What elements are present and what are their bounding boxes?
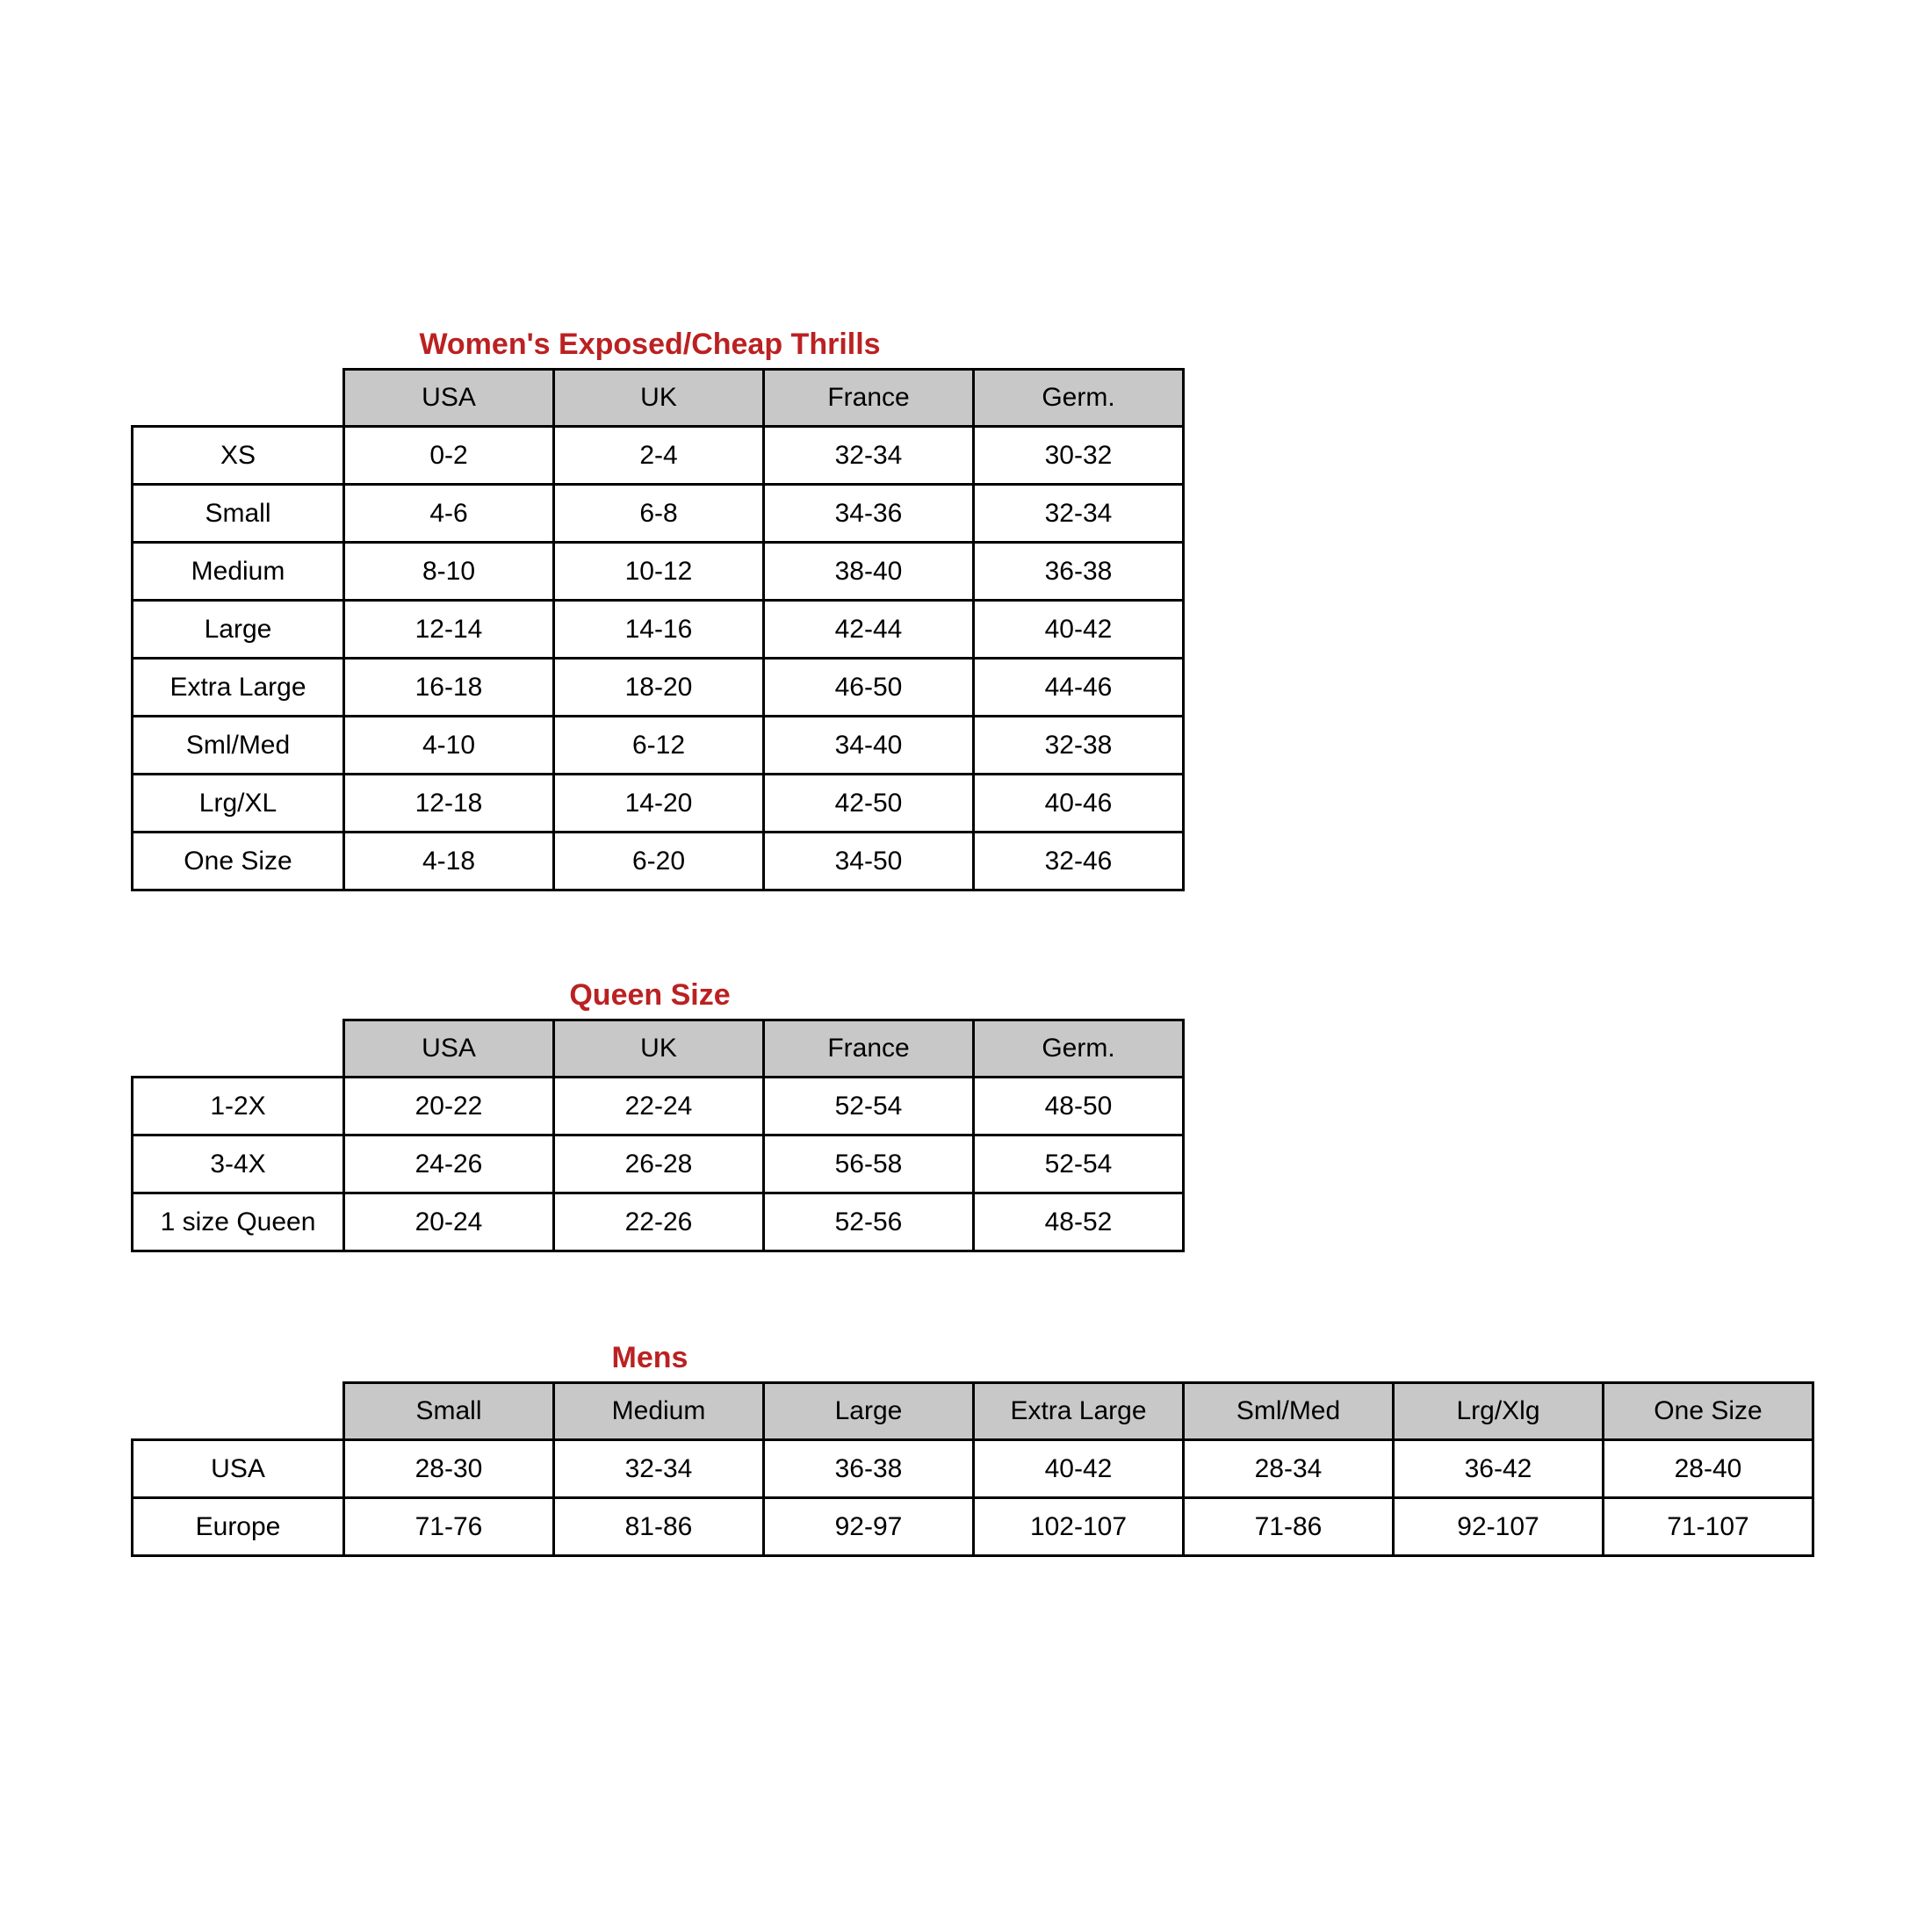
row-label: 3-4X — [133, 1135, 344, 1193]
size-cell: 14-16 — [554, 601, 764, 659]
size-cell: 40-46 — [974, 775, 1184, 833]
row-label: USA — [133, 1440, 344, 1498]
column-header: Germ. — [974, 1020, 1184, 1078]
size-cell: 10-12 — [554, 543, 764, 601]
column-header: Sml/Med — [1184, 1383, 1394, 1440]
size-cell: 28-40 — [1604, 1440, 1813, 1498]
row-label: Extra Large — [133, 659, 344, 717]
table-row — [133, 1440, 1813, 1498]
row-label: Medium — [133, 543, 344, 601]
table-row — [133, 1135, 1184, 1193]
column-header: Extra Large — [974, 1383, 1184, 1440]
size-cell: 52-56 — [764, 1193, 974, 1251]
size-cell: 16-18 — [344, 659, 554, 717]
size-cell: 24-26 — [344, 1135, 554, 1193]
size-cell: 4-18 — [344, 833, 554, 890]
size-cell: 26-28 — [554, 1135, 764, 1193]
column-header: France — [764, 370, 974, 427]
size-cell: 6-20 — [554, 833, 764, 890]
corner-spacer — [133, 1020, 344, 1078]
column-header: France — [764, 1020, 974, 1078]
size-cell: 92-97 — [764, 1498, 974, 1556]
size-cell: 92-107 — [1394, 1498, 1604, 1556]
size-cell: 44-46 — [974, 659, 1184, 717]
size-cell: 32-38 — [974, 717, 1184, 775]
size-cell: 18-20 — [554, 659, 764, 717]
column-header: One Size — [1604, 1383, 1813, 1440]
size-cell: 20-22 — [344, 1078, 554, 1135]
row-label: Lrg/XL — [133, 775, 344, 833]
size-cell: 20-24 — [344, 1193, 554, 1251]
size-cell: 22-26 — [554, 1193, 764, 1251]
size-cell: 81-86 — [554, 1498, 764, 1556]
size-cell: 42-44 — [764, 601, 974, 659]
table-row — [133, 717, 1184, 775]
corner-spacer — [133, 370, 344, 427]
size-cell: 40-42 — [974, 1440, 1184, 1498]
row-label: Europe — [133, 1498, 344, 1556]
column-header: Germ. — [974, 370, 1184, 427]
row-label: 1 size Queen — [133, 1193, 344, 1251]
table-row — [133, 1078, 1184, 1135]
size-cell: 14-20 — [554, 775, 764, 833]
size-table-section-mens — [131, 1340, 1932, 1557]
column-header: USA — [344, 370, 554, 427]
table-row — [133, 427, 1184, 485]
header-row — [133, 370, 1184, 427]
row-label: XS — [133, 427, 344, 485]
size-cell: 71-86 — [1184, 1498, 1394, 1556]
size-cell: 40-42 — [974, 601, 1184, 659]
size-cell: 52-54 — [974, 1135, 1184, 1193]
size-cell: 36-38 — [974, 543, 1184, 601]
size-cell: 36-38 — [764, 1440, 974, 1498]
row-label: Sml/Med — [133, 717, 344, 775]
size-cell: 48-52 — [974, 1193, 1184, 1251]
size-table-queen — [131, 1019, 1185, 1252]
column-header: Medium — [554, 1383, 764, 1440]
table-row — [133, 1498, 1813, 1556]
size-cell: 12-14 — [344, 601, 554, 659]
size-cell: 52-54 — [764, 1078, 974, 1135]
column-header: USA — [344, 1020, 554, 1078]
size-cell: 38-40 — [764, 543, 974, 601]
row-label: Large — [133, 601, 344, 659]
row-label: 1-2X — [133, 1078, 344, 1135]
size-cell: 34-36 — [764, 485, 974, 543]
table-title-womens: Women's Exposed/Cheap Thrills — [419, 328, 881, 361]
size-cell: 32-34 — [764, 427, 974, 485]
size-cell: 34-40 — [764, 717, 974, 775]
size-cell: 8-10 — [344, 543, 554, 601]
column-header: Small — [344, 1383, 554, 1440]
size-cell: 22-24 — [554, 1078, 764, 1135]
size-cell: 12-18 — [344, 775, 554, 833]
size-table-section-womens — [131, 327, 1932, 891]
column-header: Large — [764, 1383, 974, 1440]
size-cell: 6-12 — [554, 717, 764, 775]
size-table-section-queen — [131, 977, 1932, 1252]
table-row — [133, 485, 1184, 543]
size-cell: 4-6 — [344, 485, 554, 543]
table-row — [133, 1193, 1184, 1251]
size-cell: 56-58 — [764, 1135, 974, 1193]
size-cell: 102-107 — [974, 1498, 1184, 1556]
corner-spacer — [133, 1383, 344, 1440]
table-title-mens: Mens — [611, 1341, 688, 1374]
column-header: UK — [554, 1020, 764, 1078]
size-table-womens — [131, 368, 1185, 891]
size-cell: 42-50 — [764, 775, 974, 833]
table-title-queen: Queen Size — [569, 978, 731, 1012]
table-row — [133, 543, 1184, 601]
size-cell: 46-50 — [764, 659, 974, 717]
size-cell: 32-46 — [974, 833, 1184, 890]
table-row — [133, 601, 1184, 659]
size-table-mens — [131, 1381, 1814, 1557]
size-cell: 4-10 — [344, 717, 554, 775]
size-cell: 32-34 — [974, 485, 1184, 543]
column-header: Lrg/Xlg — [1394, 1383, 1604, 1440]
header-row — [133, 1020, 1184, 1078]
size-cell: 2-4 — [554, 427, 764, 485]
size-cell: 6-8 — [554, 485, 764, 543]
size-cell: 28-34 — [1184, 1440, 1394, 1498]
size-cell: 0-2 — [344, 427, 554, 485]
column-header: UK — [554, 370, 764, 427]
size-cell: 71-76 — [344, 1498, 554, 1556]
size-cell: 71-107 — [1604, 1498, 1813, 1556]
size-cell: 32-34 — [554, 1440, 764, 1498]
size-cell: 30-32 — [974, 427, 1184, 485]
table-row — [133, 659, 1184, 717]
size-cell: 48-50 — [974, 1078, 1184, 1135]
table-row — [133, 833, 1184, 890]
row-label: One Size — [133, 833, 344, 890]
row-label: Small — [133, 485, 344, 543]
size-cell: 34-50 — [764, 833, 974, 890]
table-row — [133, 775, 1184, 833]
header-row — [133, 1383, 1813, 1440]
size-cell: 28-30 — [344, 1440, 554, 1498]
size-cell: 36-42 — [1394, 1440, 1604, 1498]
